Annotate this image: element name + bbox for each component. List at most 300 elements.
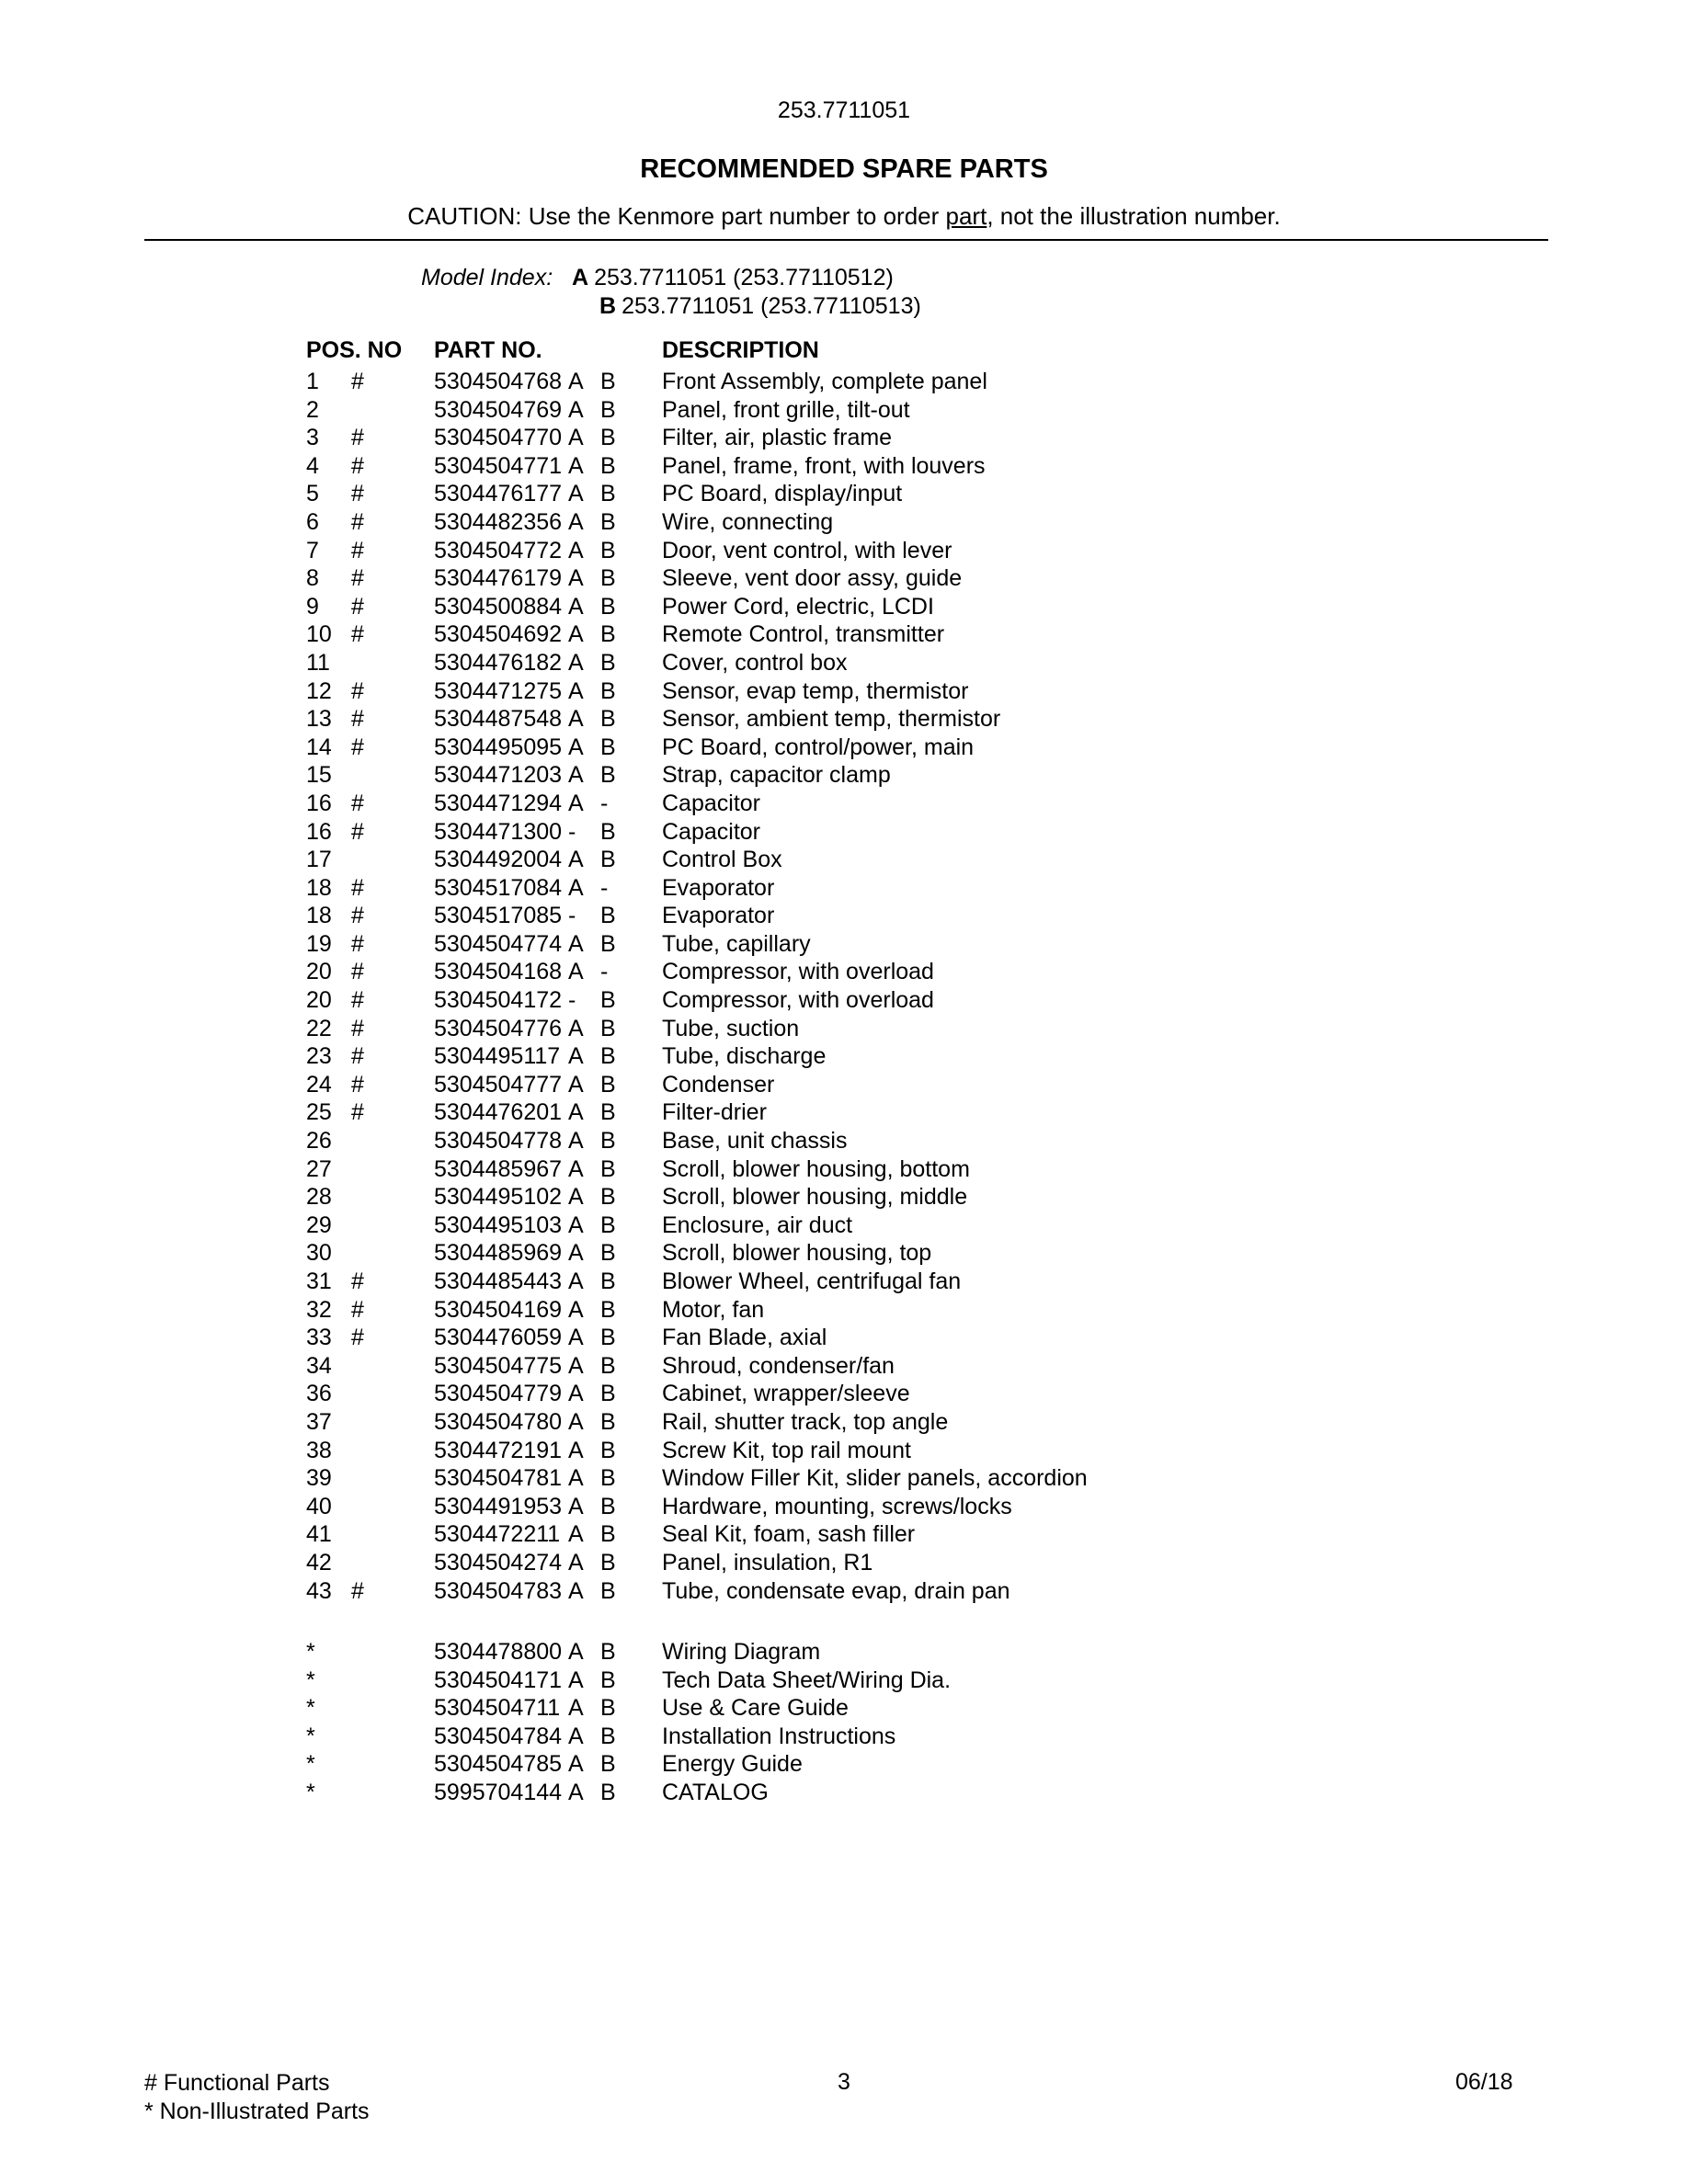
model-a-cell: A bbox=[568, 1211, 584, 1238]
model-index-letter-a: A bbox=[572, 265, 589, 290]
pos-cell bbox=[306, 846, 434, 874]
description-cell: Panel, insulation, R1 bbox=[662, 1549, 873, 1575]
table-row bbox=[306, 1239, 1593, 1268]
model-b-cell: B bbox=[600, 847, 616, 873]
pos-number: 27 bbox=[306, 1155, 332, 1182]
pos-number: 34 bbox=[306, 1352, 332, 1379]
model-a-cell: A bbox=[568, 1099, 584, 1126]
pos-number: 29 bbox=[306, 1211, 332, 1238]
model-a-cell: A bbox=[568, 481, 584, 507]
model-b-cell: B bbox=[600, 1549, 616, 1575]
pos-cell bbox=[306, 1098, 434, 1127]
part-number-cell: 5304471275 bbox=[434, 677, 563, 704]
caution-note bbox=[0, 202, 1688, 231]
part-number-cell: 5995704144 bbox=[434, 1779, 563, 1805]
table-row bbox=[306, 1520, 1593, 1549]
model-a-cell: A bbox=[568, 452, 584, 479]
functional-mark: # bbox=[351, 734, 364, 760]
part-number-cell: 5304472191 bbox=[434, 1437, 563, 1463]
pos-cell bbox=[306, 734, 434, 762]
model-a-cell: A bbox=[568, 1325, 584, 1351]
table-row bbox=[306, 1211, 1593, 1240]
model-b-cell: B bbox=[600, 425, 616, 451]
pos-number: 20 bbox=[306, 959, 332, 985]
pos-cell bbox=[306, 874, 434, 903]
model-a-cell: A bbox=[568, 1521, 584, 1548]
description-cell: Enclosure, air duct bbox=[662, 1211, 853, 1238]
model-a-cell: A bbox=[568, 1296, 584, 1323]
table-row bbox=[306, 537, 1593, 565]
part-number-cell: 5304504781 bbox=[434, 1465, 563, 1492]
pos-cell bbox=[306, 1042, 434, 1071]
functional-mark: # bbox=[351, 790, 364, 816]
footer-functional-note: # Functional Parts bbox=[144, 2070, 330, 2096]
pos-cell bbox=[306, 1183, 434, 1211]
part-number-cell: 5304504168 bbox=[434, 959, 563, 985]
pos-cell bbox=[306, 1296, 434, 1325]
model-b-cell: B bbox=[600, 1408, 616, 1435]
description-cell: Fan Blade, axial bbox=[662, 1325, 827, 1351]
pos-number: 2 bbox=[306, 396, 319, 423]
model-a-cell: A bbox=[568, 537, 584, 563]
model-a-cell: A bbox=[568, 1666, 584, 1693]
model-b-cell: B bbox=[600, 1577, 616, 1604]
table-row bbox=[306, 1015, 1593, 1043]
description-cell: Compressor, with overload bbox=[662, 987, 934, 1014]
functional-mark: # bbox=[351, 1015, 364, 1041]
model-b-cell: B bbox=[600, 1352, 616, 1379]
part-number-cell: 5304504711 bbox=[434, 1695, 561, 1722]
part-number-cell: 5304485969 bbox=[434, 1240, 563, 1267]
table-row bbox=[306, 902, 1593, 930]
pos-cell bbox=[306, 480, 434, 508]
pos-cell bbox=[306, 593, 434, 621]
part-number-cell: 5304504774 bbox=[434, 930, 563, 957]
description-cell: Tube, capillary bbox=[662, 930, 811, 957]
model-a-cell: A bbox=[568, 1751, 584, 1778]
pos-number: 24 bbox=[306, 1071, 332, 1098]
col-header-pos: POS. NO bbox=[306, 337, 403, 363]
model-a-cell: A bbox=[568, 1639, 584, 1665]
table-row bbox=[306, 1098, 1593, 1127]
model-a-cell: A bbox=[568, 1723, 584, 1749]
pos-cell bbox=[306, 705, 434, 734]
model-b-cell: B bbox=[600, 1155, 616, 1182]
pos-cell bbox=[306, 1750, 434, 1779]
description-cell: Motor, fan bbox=[662, 1296, 765, 1323]
part-number-cell: 5304504169 bbox=[434, 1296, 563, 1323]
description-cell: Filter-drier bbox=[662, 1099, 767, 1126]
model-b-cell: B bbox=[600, 930, 616, 957]
pos-cell bbox=[306, 818, 434, 847]
functional-mark: # bbox=[351, 987, 364, 1014]
model-b-cell: B bbox=[600, 1268, 616, 1294]
model-a-cell: A bbox=[568, 1465, 584, 1492]
model-a-cell: - bbox=[568, 903, 576, 929]
model-a-cell: A bbox=[568, 874, 584, 901]
functional-mark: # bbox=[351, 1268, 364, 1294]
pos-cell bbox=[306, 1155, 434, 1184]
part-number-cell: 5304504768 bbox=[434, 369, 563, 394]
pos-cell bbox=[306, 1723, 434, 1751]
model-a-cell: A bbox=[568, 790, 584, 816]
model-a-cell: A bbox=[568, 1493, 584, 1519]
model-a-cell: A bbox=[568, 1695, 584, 1722]
model-b-cell: B bbox=[600, 1015, 616, 1041]
pos-number: 20 bbox=[306, 987, 332, 1014]
table-row bbox=[306, 1694, 1593, 1723]
col-header-part: PART NO. bbox=[434, 337, 542, 363]
table-row bbox=[306, 1750, 1593, 1779]
part-number-cell: 5304476177 bbox=[434, 481, 563, 507]
pos-number: * bbox=[306, 1666, 315, 1693]
part-number-cell: 5304476201 bbox=[434, 1099, 563, 1126]
description-cell: Capacitor bbox=[662, 818, 760, 845]
pos-number: 42 bbox=[306, 1549, 332, 1575]
footer-non-illustrated-note: * Non-Illustrated Parts bbox=[144, 2099, 370, 2124]
part-number-cell: 5304504274 bbox=[434, 1549, 563, 1575]
description-cell: Cabinet, wrapper/sleeve bbox=[662, 1381, 910, 1407]
model-a-cell: A bbox=[568, 396, 584, 423]
pos-number: 38 bbox=[306, 1437, 332, 1463]
table-row bbox=[306, 1268, 1593, 1296]
pos-number: 26 bbox=[306, 1128, 332, 1155]
model-a-cell: A bbox=[568, 1437, 584, 1463]
parts-table bbox=[306, 368, 1593, 1605]
model-b-cell: B bbox=[600, 452, 616, 479]
part-number-cell: 5304504769 bbox=[434, 396, 563, 423]
model-b-cell: - bbox=[600, 874, 609, 901]
pos-cell bbox=[306, 1437, 434, 1465]
model-b-cell: B bbox=[600, 593, 616, 620]
pos-number: 3 bbox=[306, 425, 319, 451]
functional-mark: # bbox=[351, 425, 364, 451]
description-cell: Rail, shutter track, top angle bbox=[662, 1408, 949, 1435]
pos-number: 16 bbox=[306, 790, 332, 816]
pos-cell bbox=[306, 902, 434, 930]
pos-cell bbox=[306, 1211, 434, 1240]
table-row bbox=[306, 1042, 1593, 1071]
functional-mark: # bbox=[351, 593, 364, 620]
description-cell: Window Filler Kit, slider panels, accordion bbox=[662, 1465, 1088, 1492]
pos-cell bbox=[306, 958, 434, 986]
model-index-entry-b bbox=[599, 293, 921, 320]
pos-cell bbox=[306, 1239, 434, 1268]
description-cell: Screw Kit, top rail mount bbox=[662, 1437, 911, 1463]
model-a-cell: - bbox=[568, 818, 576, 845]
model-index-label: Model Index: bbox=[421, 265, 553, 290]
pos-cell bbox=[306, 396, 434, 425]
model-b-cell: B bbox=[600, 1381, 616, 1407]
model-b-cell: B bbox=[600, 1695, 616, 1722]
description-cell: Door, vent control, with lever bbox=[662, 537, 952, 563]
part-number-cell: 5304504171 bbox=[434, 1666, 563, 1693]
table-row bbox=[306, 508, 1593, 537]
model-b-cell: B bbox=[600, 1521, 616, 1548]
model-b-cell: B bbox=[600, 1465, 616, 1492]
pos-number: 12 bbox=[306, 677, 332, 704]
pos-cell bbox=[306, 1324, 434, 1352]
model-a-cell: A bbox=[568, 1268, 584, 1294]
pos-number: 1 bbox=[306, 369, 319, 394]
table-row bbox=[306, 396, 1593, 425]
pos-cell bbox=[306, 424, 434, 452]
model-a-cell: A bbox=[568, 1184, 584, 1211]
pos-number: 17 bbox=[306, 847, 332, 873]
part-number-cell: 5304504783 bbox=[434, 1577, 563, 1604]
part-number-cell: 5304504771 bbox=[434, 452, 563, 479]
pos-number: 41 bbox=[306, 1521, 332, 1548]
functional-mark: # bbox=[351, 537, 364, 563]
model-a-cell: A bbox=[568, 1549, 584, 1575]
pos-cell bbox=[306, 1380, 434, 1408]
functional-mark: # bbox=[351, 818, 364, 845]
description-cell: Energy Guide bbox=[662, 1751, 803, 1778]
description-cell: PC Board, display/input bbox=[662, 481, 903, 507]
description-cell: Power Cord, electric, LCDI bbox=[662, 593, 934, 620]
part-number-cell: 5304504779 bbox=[434, 1381, 563, 1407]
model-a-cell: A bbox=[568, 734, 584, 760]
table-row bbox=[306, 986, 1593, 1015]
description-cell: Remote Control, transmitter bbox=[662, 621, 945, 648]
model-b-cell: B bbox=[600, 1296, 616, 1323]
table-row bbox=[306, 1071, 1593, 1099]
pos-cell bbox=[306, 1638, 434, 1666]
col-header-description: DESCRIPTION bbox=[662, 337, 819, 363]
pos-number: 36 bbox=[306, 1381, 332, 1407]
description-cell: Scroll, blower housing, top bbox=[662, 1240, 932, 1267]
functional-mark: # bbox=[351, 903, 364, 929]
description-cell: Tube, suction bbox=[662, 1015, 800, 1041]
table-row bbox=[306, 649, 1593, 677]
functional-mark: # bbox=[351, 874, 364, 901]
pos-number: 22 bbox=[306, 1015, 332, 1041]
functional-mark: # bbox=[351, 677, 364, 704]
part-number-cell: 5304504772 bbox=[434, 537, 563, 563]
document-number: 253.7711051 bbox=[777, 97, 911, 123]
description-cell: Compressor, with overload bbox=[662, 959, 934, 985]
description-cell: Cover, control box bbox=[662, 649, 848, 676]
table-row bbox=[306, 1493, 1593, 1521]
model-a-cell: A bbox=[568, 565, 584, 592]
description-cell: Panel, frame, front, with louvers bbox=[662, 452, 986, 479]
pos-number: 7 bbox=[306, 537, 319, 563]
model-b-cell: B bbox=[600, 396, 616, 423]
model-b-cell: B bbox=[600, 1211, 616, 1238]
model-a-cell: A bbox=[568, 706, 584, 733]
pos-number: 32 bbox=[306, 1296, 332, 1323]
description-cell: Filter, air, plastic frame bbox=[662, 425, 893, 451]
pos-number: 31 bbox=[306, 1268, 332, 1294]
model-a-cell: A bbox=[568, 959, 584, 985]
part-number-cell: 5304504784 bbox=[434, 1723, 563, 1749]
pos-cell bbox=[306, 564, 434, 593]
pos-cell bbox=[306, 508, 434, 537]
model-b-cell: B bbox=[600, 1437, 616, 1463]
part-number-cell: 5304504770 bbox=[434, 425, 563, 451]
description-cell: Scroll, blower housing, bottom bbox=[662, 1155, 970, 1182]
model-b-cell: B bbox=[600, 1240, 616, 1267]
part-number-cell: 5304476182 bbox=[434, 649, 563, 676]
model-index-entry-a bbox=[572, 265, 894, 291]
model-b-cell: B bbox=[600, 369, 616, 394]
table-row bbox=[306, 1296, 1593, 1325]
model-a-cell: - bbox=[568, 987, 576, 1014]
pos-number: 30 bbox=[306, 1240, 332, 1267]
pos-number: 28 bbox=[306, 1184, 332, 1211]
model-a-cell: A bbox=[568, 1015, 584, 1041]
part-number-cell: 5304495102 bbox=[434, 1184, 563, 1211]
model-a-cell: A bbox=[568, 762, 584, 789]
pos-cell bbox=[306, 790, 434, 818]
table-row bbox=[306, 1155, 1593, 1184]
pos-cell bbox=[306, 1493, 434, 1521]
caution-underlined-word: part bbox=[945, 202, 987, 230]
part-number-cell: 5304476059 bbox=[434, 1325, 563, 1351]
description-cell: PC Board, control/power, main bbox=[662, 734, 975, 760]
model-b-cell: B bbox=[600, 1723, 616, 1749]
page-title: RECOMMENDED SPARE PARTS bbox=[640, 154, 1048, 184]
pos-number: 9 bbox=[306, 593, 319, 620]
model-b-cell: B bbox=[600, 734, 616, 760]
description-cell: Evaporator bbox=[662, 903, 775, 929]
revision-date: 06/18 bbox=[1455, 2069, 1513, 2095]
model-index-letter-b: B bbox=[599, 293, 617, 319]
functional-mark: # bbox=[351, 1099, 364, 1126]
model-a-cell: A bbox=[568, 1043, 584, 1070]
table-row bbox=[306, 452, 1593, 481]
pos-cell bbox=[306, 1071, 434, 1099]
description-cell: Front Assembly, complete panel bbox=[662, 369, 987, 394]
table-row bbox=[306, 1577, 1593, 1606]
model-b-cell: B bbox=[600, 537, 616, 563]
part-number-cell: 5304476179 bbox=[434, 565, 563, 592]
col-header-a-spacer bbox=[568, 336, 600, 365]
model-b-cell: B bbox=[600, 1128, 616, 1155]
part-number-cell: 5304485967 bbox=[434, 1155, 563, 1182]
description-cell: Wire, connecting bbox=[662, 508, 834, 535]
description-cell: Shroud, condenser/fan bbox=[662, 1352, 895, 1379]
pos-cell bbox=[306, 649, 434, 677]
table-row bbox=[306, 1779, 1593, 1807]
pos-number: 4 bbox=[306, 452, 319, 479]
pos-number: 43 bbox=[306, 1577, 332, 1604]
model-b-cell: B bbox=[600, 677, 616, 704]
pos-number: * bbox=[306, 1751, 315, 1778]
part-number-cell: 5304495095 bbox=[434, 734, 563, 760]
functional-mark: # bbox=[351, 959, 364, 985]
part-number-cell: 5304485443 bbox=[434, 1268, 563, 1294]
functional-mark: # bbox=[351, 452, 364, 479]
functional-mark: # bbox=[351, 1577, 364, 1604]
pos-number: 10 bbox=[306, 621, 332, 648]
table-row bbox=[306, 424, 1593, 452]
table-row bbox=[306, 705, 1593, 734]
description-cell: Panel, front grille, tilt-out bbox=[662, 396, 910, 423]
table-row bbox=[306, 593, 1593, 621]
pos-cell bbox=[306, 1577, 434, 1606]
part-number-cell: 5304504777 bbox=[434, 1071, 563, 1098]
pos-number: 39 bbox=[306, 1465, 332, 1492]
model-index-text-a: 253.7711051 (253.77110512) bbox=[594, 265, 894, 290]
functional-mark: # bbox=[351, 1071, 364, 1098]
table-row bbox=[306, 1464, 1593, 1493]
pos-number: 5 bbox=[306, 481, 319, 507]
table-row bbox=[306, 846, 1593, 874]
model-a-cell: A bbox=[568, 1240, 584, 1267]
model-a-cell: A bbox=[568, 1352, 584, 1379]
pos-number: * bbox=[306, 1779, 315, 1805]
pos-cell bbox=[306, 1520, 434, 1549]
part-number-cell: 5304471203 bbox=[434, 762, 563, 789]
part-number-cell: 5304504172 bbox=[434, 987, 563, 1014]
pos-cell bbox=[306, 986, 434, 1015]
table-row bbox=[306, 620, 1593, 649]
pos-cell bbox=[306, 677, 434, 706]
model-a-cell: A bbox=[568, 1128, 584, 1155]
model-b-cell: B bbox=[600, 1666, 616, 1693]
table-row bbox=[306, 958, 1593, 986]
pos-number: 37 bbox=[306, 1408, 332, 1435]
pos-number: 13 bbox=[306, 706, 332, 733]
model-b-cell: B bbox=[600, 481, 616, 507]
model-b-cell: B bbox=[600, 565, 616, 592]
part-number-cell: 5304504780 bbox=[434, 1408, 563, 1435]
page-number: 3 bbox=[838, 2069, 850, 2095]
description-cell: Tech Data Sheet/Wiring Dia. bbox=[662, 1666, 952, 1693]
part-number-cell: 5304500884 bbox=[434, 593, 563, 620]
description-cell: Strap, capacitor clamp bbox=[662, 762, 891, 789]
part-number-cell: 5304504785 bbox=[434, 1751, 563, 1778]
table-row bbox=[306, 1638, 1593, 1666]
pos-cell bbox=[306, 1666, 434, 1695]
caution-text-suffix: , not the illustration number. bbox=[987, 202, 1281, 230]
model-b-cell: B bbox=[600, 1099, 616, 1126]
functional-mark: # bbox=[351, 1325, 364, 1351]
table-row bbox=[306, 1380, 1593, 1408]
description-cell: Sensor, evap temp, thermistor bbox=[662, 677, 969, 704]
part-number-cell: 5304517084 bbox=[434, 874, 563, 901]
model-a-cell: A bbox=[568, 1408, 584, 1435]
model-a-cell: A bbox=[568, 847, 584, 873]
table-row bbox=[306, 1183, 1593, 1211]
model-b-cell: - bbox=[600, 959, 609, 985]
table-row bbox=[306, 930, 1593, 959]
pos-number: * bbox=[306, 1695, 315, 1722]
description-cell: Blower Wheel, centrifugal fan bbox=[662, 1268, 962, 1294]
description-cell: Installation Instructions bbox=[662, 1723, 896, 1749]
model-a-cell: A bbox=[568, 1779, 584, 1805]
table-row bbox=[306, 564, 1593, 593]
model-a-cell: A bbox=[568, 677, 584, 704]
model-a-cell: A bbox=[568, 1577, 584, 1604]
pos-cell bbox=[306, 1779, 434, 1807]
model-a-cell: A bbox=[568, 508, 584, 535]
part-number-cell: 5304482356 bbox=[434, 508, 563, 535]
pos-number: 40 bbox=[306, 1493, 332, 1519]
pos-number: 33 bbox=[306, 1325, 332, 1351]
pos-cell bbox=[306, 620, 434, 649]
pos-number: 14 bbox=[306, 734, 332, 760]
table-row bbox=[306, 734, 1593, 762]
model-b-cell: B bbox=[600, 903, 616, 929]
model-index-text-b: 253.7711051 (253.77110513) bbox=[622, 293, 921, 319]
model-b-cell: B bbox=[600, 508, 616, 535]
functional-mark: # bbox=[351, 369, 364, 394]
part-number-cell: 5304495103 bbox=[434, 1211, 563, 1238]
table-row bbox=[306, 1723, 1593, 1751]
pos-cell bbox=[306, 1694, 434, 1723]
